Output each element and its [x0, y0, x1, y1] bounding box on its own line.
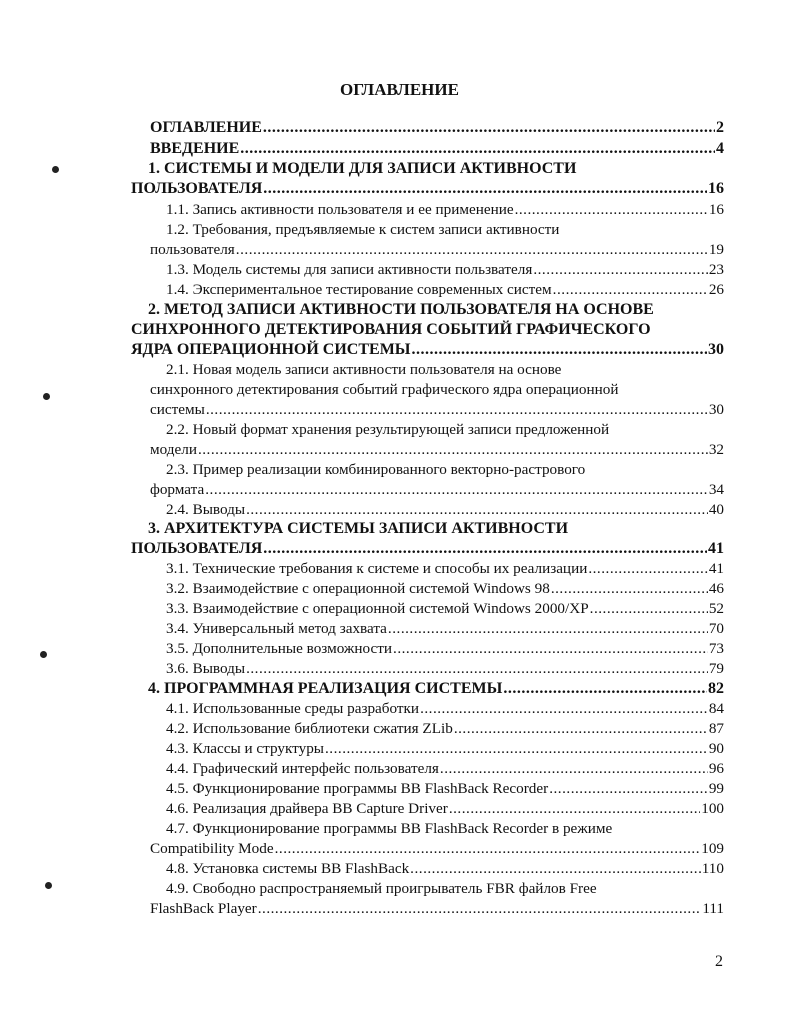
toc-entry-page: 79 — [708, 660, 724, 677]
toc-entry-title: 3.3. Взаимодействие с операционной системой Windows 2000/XP — [166, 600, 589, 617]
toc-entry-title: 2.4. Выводы — [166, 501, 246, 518]
toc-entry[interactable] — [150, 899, 724, 919]
toc-entry[interactable] — [166, 779, 724, 799]
toc-entry-title: Compatibility Mode — [150, 840, 274, 857]
toc-entry[interactable] — [150, 839, 724, 859]
toc-entry-title: 3.6. Выводы — [166, 660, 246, 677]
toc-entry-page: 46 — [708, 580, 724, 597]
toc-entry-page: 40 — [708, 501, 724, 518]
toc-entry-page: 84 — [708, 700, 724, 717]
toc-entry-page: 109 — [701, 840, 724, 857]
toc-entry-page: 30 — [708, 341, 724, 358]
toc-entry-page: 19 — [708, 241, 724, 258]
toc-entry-page: 16 — [708, 180, 724, 197]
toc-entry-title: пользователя — [150, 241, 235, 258]
toc-entry-page: 2 — [716, 119, 724, 136]
scan-mark-icon — [43, 393, 50, 400]
toc-entry[interactable] — [166, 559, 724, 579]
toc-entry-title: 4.8. Установка системы BB FlashBack — [166, 860, 410, 877]
toc-entry-title: 3.4. Универсальный метод захвата — [166, 620, 387, 637]
scan-mark-icon — [45, 882, 52, 889]
toc-entry-title-line: 2.2. Новый формат хранения результирующей записи предложенной — [166, 421, 610, 438]
toc-entry-title-line: 2. МЕТОД ЗАПИСИ АКТИВНОСТИ ПОЛЬЗОВАТЕЛЯ НА ОСНОВЕ — [148, 301, 654, 318]
toc-entry-title: 3.5. Дополнительные возможности — [166, 640, 393, 657]
toc-entry-page: 73 — [708, 640, 724, 657]
toc-entry[interactable] — [166, 500, 724, 520]
toc-entry[interactable] — [131, 179, 724, 199]
toc-entry[interactable] — [166, 739, 724, 759]
toc-entry-page: 70 — [708, 620, 724, 637]
toc-entry-title: ПОЛЬЗОВАТЕЛЯ — [131, 540, 263, 557]
toc-entry[interactable] — [150, 118, 724, 138]
toc-entry-page: 34 — [708, 481, 724, 498]
toc-entry[interactable] — [150, 440, 724, 460]
toc-entry-title: 1.1. Запись активности пользователя и ее применение — [166, 201, 514, 218]
toc-entry-title: ПОЛЬЗОВАТЕЛЯ — [131, 180, 263, 197]
toc-entry-page: 4 — [716, 140, 724, 157]
toc-entry[interactable] — [166, 659, 724, 679]
toc-entry-page: 16 — [708, 201, 724, 218]
toc-entry-title-line: 1. СИСТЕМЫ И МОДЕЛИ ДЛЯ ЗАПИСИ АКТИВНОСТИ — [148, 160, 577, 177]
toc-entry-page: 90 — [708, 740, 724, 757]
toc-entry[interactable] — [166, 579, 724, 599]
toc-entry-title: 4.3. Классы и структуры — [166, 740, 324, 757]
scan-mark-icon — [52, 166, 59, 173]
toc-entry-title: 4.6. Реализация драйвера BB Capture Driver — [166, 800, 448, 817]
toc-entry[interactable] — [166, 260, 724, 280]
toc-entry-page: 52 — [708, 600, 724, 617]
toc-entry-title: 4.5. Функционирование программы BB FlashBack Recorder — [166, 780, 549, 797]
toc-entry-title: ОГЛАВЛЕНИЕ — [150, 119, 262, 136]
toc-entry[interactable] — [166, 859, 724, 879]
toc-entry[interactable] — [166, 619, 724, 639]
toc-entry-page: 41 — [708, 540, 724, 557]
toc-entry-title: 3.2. Взаимодействие с операционной системой Windows 98 — [166, 580, 550, 597]
toc-entry-title-line: СИНХРОННОГО ДЕТЕКТИРОВАНИЯ СОБЫТИЙ ГРАФИЧЕСКОГО — [131, 321, 651, 338]
toc-entry[interactable] — [150, 240, 724, 260]
toc-entry-page: 87 — [708, 720, 724, 737]
page-title: ОГЛАВЛЕНИЕ — [340, 80, 459, 99]
toc-entry-title-line: 4.9. Свободно распространяемый проигрыватель FBR файлов Free — [166, 880, 597, 897]
toc-entry[interactable] — [131, 340, 724, 360]
toc-entry[interactable] — [148, 679, 724, 699]
toc-entry-title: FlashBack Player — [150, 900, 257, 917]
toc-entry-title: ЯДРА ОПЕРАЦИОННОЙ СИСТЕМЫ — [131, 341, 411, 358]
toc-entry[interactable] — [166, 200, 724, 220]
toc-entry-page: 111 — [702, 900, 724, 917]
toc-entry-title: модели — [150, 441, 197, 458]
toc-entry-title: 4.1. Использованные среды разработки — [166, 700, 420, 717]
toc-entry[interactable] — [166, 699, 724, 719]
toc-entry[interactable] — [150, 139, 724, 159]
toc-entry-title: 3.1. Технические требования к системе и способы их реализации — [166, 560, 588, 577]
toc-entry[interactable] — [166, 719, 724, 739]
toc-entry-title-line: 2.1. Новая модель записи активности пользователя на основе — [166, 361, 562, 378]
toc-entry-title-line: 1.2. Требования, предъявляемые к систем записи активности — [166, 221, 560, 238]
toc-entry-title-line: 3. АРХИТЕКТУРА СИСТЕМЫ ЗАПИСИ АКТИВНОСТИ — [148, 520, 569, 537]
toc-entry-title: 4.2. Использование библиотеки сжатия ZLib — [166, 720, 453, 737]
page-number: 2 — [715, 953, 723, 970]
toc-entry-title-line: синхронного детектирования событий графического ядра операционной — [150, 381, 619, 398]
toc-entry[interactable] — [166, 599, 724, 619]
toc-entry-page: 23 — [708, 261, 724, 278]
toc-entry-title: 4.4. Графический интерфейс пользователя — [166, 760, 439, 777]
toc-entry-page: 96 — [708, 760, 724, 777]
toc-entry-title: системы — [150, 401, 205, 418]
toc-entry-page: 26 — [708, 281, 724, 298]
toc-entry[interactable] — [131, 539, 724, 559]
toc-entry[interactable] — [166, 639, 724, 659]
toc-entry-title: формата — [150, 481, 205, 498]
toc-entry-page: 41 — [708, 560, 724, 577]
toc-entry-page: 82 — [708, 680, 724, 697]
toc-entry-title-line: 2.3. Пример реализации комбинированного векторно-растрового — [166, 461, 586, 478]
toc-entry-page: 110 — [701, 860, 724, 877]
toc-entry-title: 4. ПРОГРАММНАЯ РЕАЛИЗАЦИЯ СИСТЕМЫ — [148, 680, 503, 697]
toc-entry[interactable] — [166, 799, 724, 819]
toc-entry-page: 32 — [708, 441, 724, 458]
toc-entry-page: 30 — [708, 401, 724, 418]
toc-entry-page: 99 — [708, 780, 724, 797]
toc-entry-title: 1.3. Модель системы для записи активности пользвателя — [166, 261, 533, 278]
toc-entry-title: 1.4. Экспериментальное тестирование современных систем — [166, 281, 552, 298]
toc-entry[interactable] — [166, 759, 724, 779]
scan-mark-icon — [40, 651, 47, 658]
toc-entry-title-line: 4.7. Функционирование программы BB FlashBack Recorder в режиме — [166, 820, 613, 837]
toc-entry-title: ВВЕДЕНИЕ — [150, 140, 240, 157]
toc-entry[interactable] — [150, 400, 724, 420]
toc-entry[interactable] — [150, 480, 724, 500]
toc-entry-page: 100 — [701, 800, 724, 817]
toc-entry[interactable] — [166, 280, 724, 300]
